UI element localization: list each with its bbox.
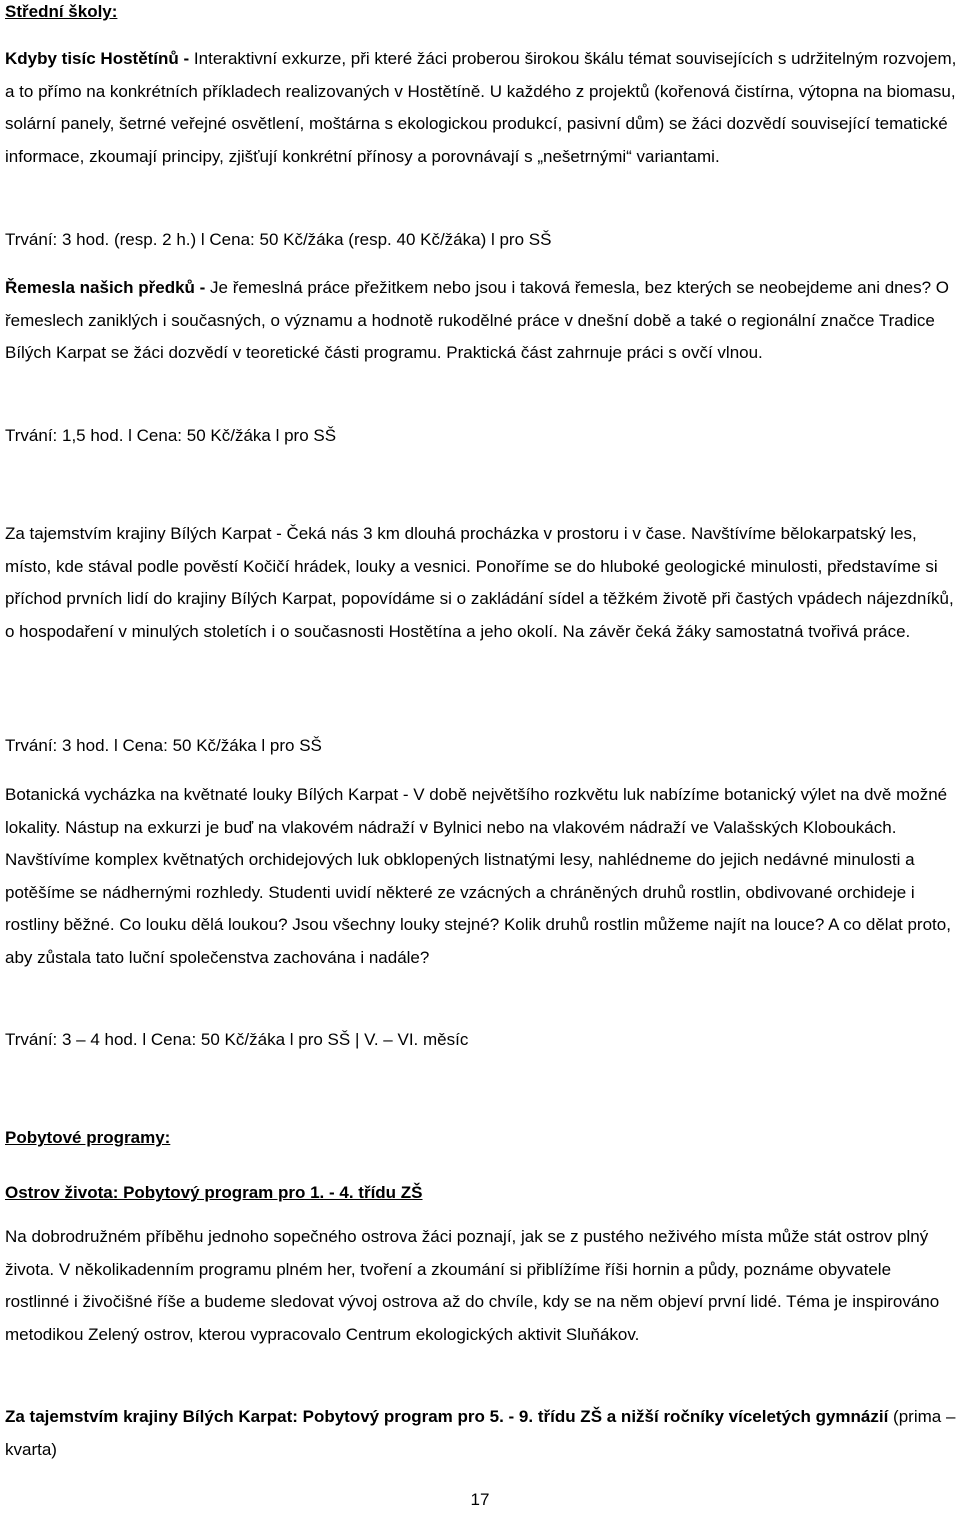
program-separator: -: [194, 278, 211, 297]
program-botanicka-vychazka: [5, 779, 957, 974]
program-info: Trvání: 1,5 hod. l Cena: 50 Kč/žáka l pro SŠ: [5, 426, 337, 445]
program-title: Kdyby tisíc Hostětínů: [5, 49, 179, 68]
program-remesla-nasich-predku: [5, 272, 957, 370]
program-description: Botanická vycházka na květnaté louky Bílých Karpat - V době největšího rozkvětu luk nabízíme botanický výlet na dvě možné lokality. Nástup na exkurzi je buď na vlakovém nádraží v Bylnici nebo na vlakovém nádraží ve Valašských Kloboukách. Navštívíme komplex květnatých orchidejových luk obklopených listnatými lesy, nahlédneme do jejich nedávné minulosti a potěšíme se nádhernými rozhledy. Studenti uvidí některé ze vzácných a chráněných druhů rostlin, obdivované orchideje i rostliny běžné. Co louku dělá loukou? Jsou všechny louky stejné? Kolik druhů rostlin můžeme najít na louce? A co dělat proto, aby zůstala tato luční společenstva zachována i nadále?: [5, 785, 951, 967]
program-description: Za tajemstvím krajiny Bílých Karpat - Čeká nás 3 km dlouhá procházka v prostoru i v čase. Navštívíme bělokarpatský les, místo, kde stával podle pověstí Kočičí hrádek, louky a vesnici. Ponoříme se do hluboké geologické minulosti, představíme si příchod prvních lidí do krajiny Bílých Karpat, popovídáme si o zakládání sídel a těžkém životě při častých vpádech nájezdníků, o hospodaření v minulých stoletích i o současnosti Hostětína a jeho okolí. Na závěr čeká žáky samostatná tvořivá práce.: [5, 524, 954, 641]
program-description: Interaktivní exkurze, při které žáci proberou širokou škálu témat souvisejících s udržitelným rozvojem, a to přímo na konkrétních příkladech realizovaných v Hostětíně. U každého z projektů (kořenová čistírna, výtopna na biomasu, solární panely, šetrné veřejné osvětlení, moštárna s ekologickou produkcí, pasivní dům) se žáci dozvědí související tematické informace, zkoumají principy, zjišťují konkrétní přínosy a porovnávají s „nešetrnými“ variantami.: [5, 49, 957, 166]
page-number: 17: [470, 1490, 490, 1509]
section-heading-secondary: Střední školy:: [5, 2, 118, 21]
program-description: Je řemeslná práce přežitkem nebo jsou i taková řemesla, bez kterých se neobejdeme ani dnes? O řemeslech zaniklých i současných, o významu a hodnotě rukodělné práce v dnešní době a také o regionální značce Tradice Bílých Karpat se žáci dozvědí v teoretické části programu. Praktická část zahrnuje práci s ovčí vlnou.: [5, 278, 949, 362]
program-title: Za tajemstvím krajiny Bílých Karpat: Pobytový program pro 5. - 9. třídu ZŠ a nižší ročníky víceletých gymnázií: [5, 1407, 889, 1426]
program-za-tajemstvim-krajiny: [5, 518, 957, 648]
program-info: Trvání: 3 hod. l Cena: 50 Kč/žáka l pro SŠ: [5, 736, 322, 755]
program-info: Trvání: 3 hod. (resp. 2 h.) l Cena: 50 Kč/žáka (resp. 40 Kč/žáka) l pro SŠ: [5, 230, 552, 249]
program-description: Na dobrodružném příběhu jednoho sopečného ostrova žáci poznají, jak se z pustého neživého místa může stát ostrov plný života. V několikadenním programu plném her, tvoření a zkoumání si přiblížíme říši hornin a půdy, poznáme obyvatele rostlinné i živočišné říše a budeme sledovat vývoj ostrova až do chvíle, kdy se na něm objeví první lidé. Téma je inspirováno metodikou Zelený ostrov, kterou vypracovalo Centrum ekologických aktivit Sluňákov.: [5, 1227, 940, 1344]
program-za-tajemstvim-pobytovy: [5, 1401, 957, 1466]
program-title: Řemesla našich předků: [5, 278, 195, 297]
section-heading-stay: Pobytové programy:: [5, 1128, 171, 1147]
program-kdyby-tisic-hostetinu: [5, 43, 957, 173]
program-suffix: (prima – kvarta): [5, 1407, 956, 1459]
program-separator: -: [178, 49, 194, 68]
program-title-ostrov-zivota: Ostrov života: Pobytový program pro 1. - 4. třídu ZŠ: [5, 1183, 423, 1202]
program-info: Trvání: 3 – 4 hod. l Cena: 50 Kč/žáka l pro SŠ | V. – VI. měsíc: [5, 1030, 469, 1049]
